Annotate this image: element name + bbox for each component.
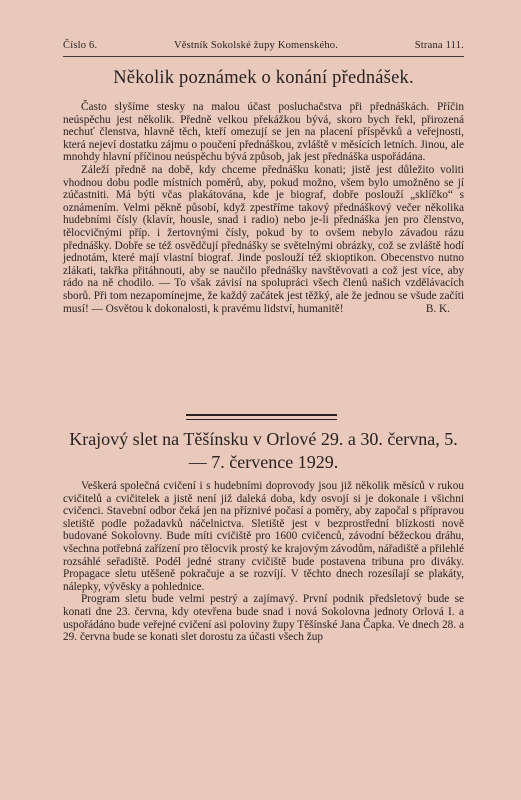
paragraph — [63, 164, 464, 315]
header-rule — [63, 56, 464, 57]
article-title: Několik poznámek o konání přednášek. — [113, 68, 414, 88]
issue-number: Číslo 6. — [63, 40, 98, 51]
paragraph: Často slyšíme stesky na malou účast posluchačstva při přednáškách. Příčin neúspěchu jest několik. Předně velkou překážkou bývá, skoro bych řekl, přirozená nechuť členstva, hlavně těch, kteří omezují se jen na placení příspěvků a veřejnosti, která nejeví dostatku zájmu o poučení přednáškou, zvláště v měsících letních. Jinou, ale mnohdy hlavní příčinou neúspěchu bývá způsob, jak jest přednáška uspořádána. — [63, 101, 464, 164]
journal-title: Věstník Sokolské župy Komenského. — [173, 40, 339, 51]
paragraph: Program sletu bude velmi pestrý a zajímavý. První podnik předsletový bude se konati dne 23. června, kdy otevřena bude snad i nová Sokolovna jednoty Orlová I. a uspořádáno bude veřejné cvičení asi poloviny župy Těšínské Jana Čapka. Ve dnech 28. a 29. června bude se konati slet dorostu za účasti všech žup — [63, 593, 464, 644]
paragraph: Veškerá společná cvičení i s hudebními doprovody jsou již několik měsíců v rukou cvičitelů a cvičitelek a jistě není již daleká doba, kdy osvojí si je dokonale i všichni cvičenci. Stavební odbor čeká jen na příznivé počasí a poměry, aby započal s přípravou sletiště podle požadavků náčelnictva. Sletiště jest v bezprostřední blízkosti nově budované Sokolovny. Bude míti cvičiště pro 1600 cvičenců, závodní běžeckou dráhu, všechna potřebná zařízení pro tělocvik prostý ke krajovým závodům, nářadiště a přilehlé rozsáhlé seřadiště. Podél jedné strany cvičiště bude postavena tribuna pro diváky. Propagace sletu utěšeně pokračuje a se rozvíjí. V těchto dnech rozesílají se plakáty, nálepky, vývěsky a pohlednice. — [63, 480, 464, 593]
section-divider-thin — [186, 419, 337, 420]
paragraph-text: Záleží předně na době, kdy chceme přednášku konati; jistě jest důležito voliti vhodnou dobu podle místních poměrů, aby, pokud možno, všem bylo umožněno se jí zúčastniti. Má býti včas plakátována, kde je biograf, dobře poslouží „sklíčko“ s oznámením. Velmi pěkně působí, když zpestříme takový přednáškový večer několika hudebními čísly (klavír, housle, snad i radio) nebo je-li přednáška jen pro členstvo, tělocvičnými příp. i žertovnými čísly, pokud by to ovšem nebylo závadou rázu přednášky. Dobře se též osvědčují přednášky se světelnými obrázky, což se zvláště hodí jednotám, které mají vlastní biograf. Jinde poslouží též skioptikon. Obecenstvo nutno zlákati, takřka přitáhnouti, aby se naučilo přednášky navštěvovati a což jest více, aby rádo na ně chodilo. — To však závisí na spolupráci všech členů našich vzdělávacích sborů. Při tom nezapomínejme, že každý začátek jest těžký, ale že jednou se všude začíti musí! — Osvětou k dokonalosti, k pravému lidství, humanitě! — [63, 163, 464, 315]
article-body — [63, 101, 464, 315]
article-body — [63, 480, 464, 644]
section-divider — [186, 414, 337, 416]
article-title: Krajový slet na Těšínsku v Orlové 29. a 30. června, 5. — 7. července 1929. — [69, 429, 458, 472]
running-header — [63, 40, 464, 51]
page-number: Strana 111. — [414, 40, 464, 51]
author-initials: B. K. — [425, 302, 450, 315]
